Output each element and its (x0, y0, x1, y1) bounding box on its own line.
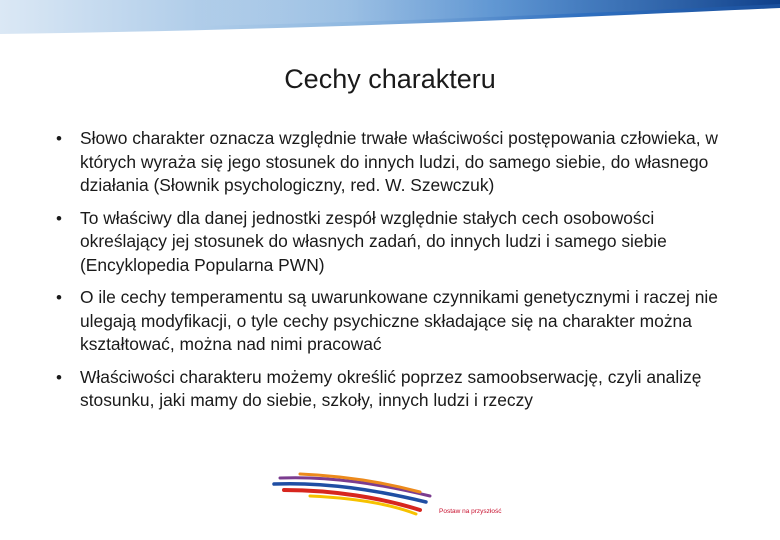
bullet-marker: • (56, 288, 62, 307)
bullet-text: Właściwości charakteru możemy określić poprzez samoobserwację, czyli analizę stosunku, jaki mamy do siebie, szkoły, innych ludzi i rzeczy (80, 366, 702, 410)
footer-slogan: Postaw na przyszłość (439, 508, 502, 515)
bullet-item (56, 127, 736, 198)
bullet-marker: • (56, 129, 62, 148)
bullet-item (56, 207, 736, 278)
bullet-marker: • (56, 208, 62, 228)
bullet-text: To właściwy dla danej jednostki zespół względnie stałych cech osobowości określający jej stosunek do własnych zadań, do innych ludzi i samego siebie (Encyklopedia Popularna PWN) (80, 207, 667, 275)
bullet-text: Słowo charakter oznacza względnie trwałe właściwości postępowania człowieka, w których wyraża się jego stosunek do innych ludzi, do samego siebie, do własnego działania (Słownik psychologiczny, red. W. Szewczuk) (80, 128, 718, 195)
bullet-marker: • (56, 367, 62, 387)
bullet-list (56, 127, 736, 422)
colorful-swoosh-logo-icon (270, 470, 450, 525)
bullet-item (56, 286, 736, 357)
bullet-item (56, 366, 736, 413)
slide-title: Cechy charakteru (284, 64, 496, 94)
bullet-text: O ile cechy temperamentu są uwarunkowane czynnikami genetycznymi i raczej nie ulegają modyfikacji, o tyle cechy psychiczne składające się na charakter można kształtować, można nad nimi pracować (80, 287, 718, 354)
header-band (0, 0, 780, 40)
